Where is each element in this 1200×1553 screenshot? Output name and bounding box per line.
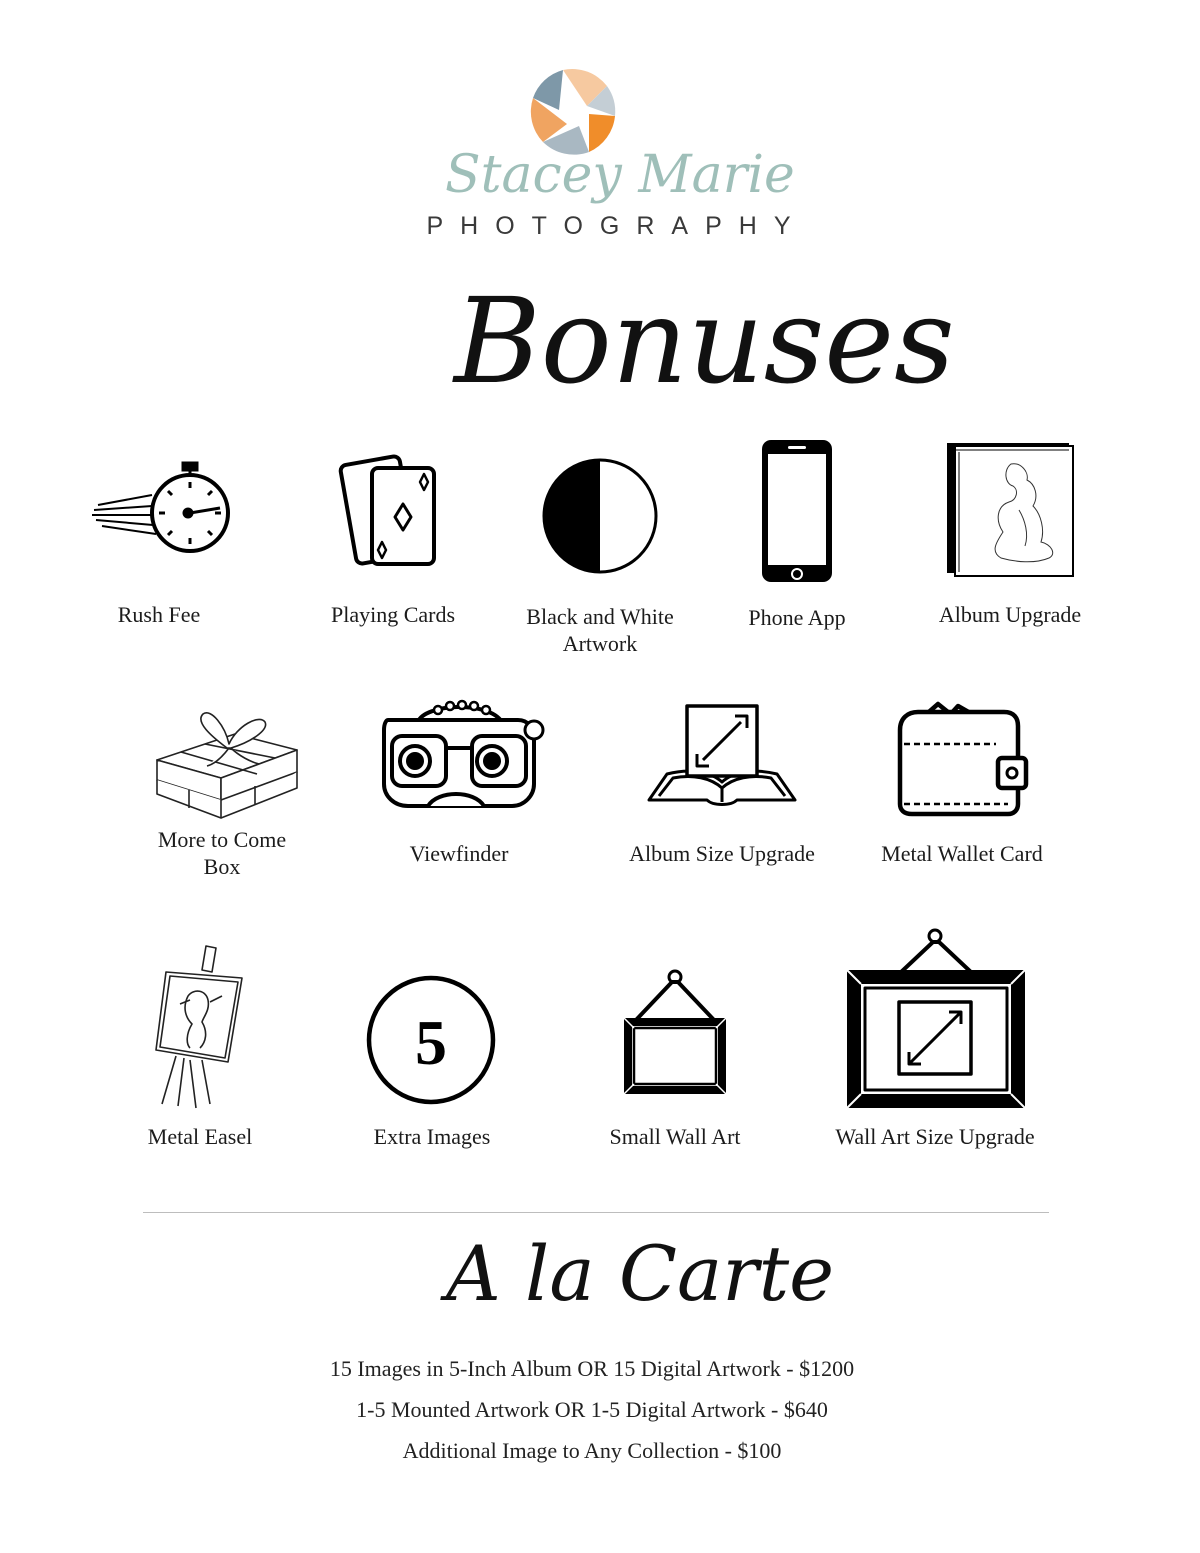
label-playing-cards: Playing Cards [330, 602, 456, 627]
bonus-item-wall-art-size-upgrade [845, 926, 1027, 1110]
logo-script-name: Stacey Marie [445, 145, 795, 205]
bonus-item-metal-wallet-card [896, 700, 1030, 818]
album-book-icon [945, 440, 1077, 580]
label-wall-art-size-upgrade: Wall Art Size Upgrade [835, 1124, 1035, 1149]
bonus-item-playing-cards [340, 452, 450, 572]
hanging-frame-resize-icon [845, 926, 1027, 1110]
label-album-upgrade: Album Upgrade [938, 602, 1082, 627]
label-more-to-come-line2: Box [203, 854, 241, 879]
section-divider [143, 1212, 1049, 1213]
label-small-wall-art: Small Wall Art [609, 1124, 741, 1149]
bonus-item-more-to-come [155, 708, 300, 820]
label-rush-fee: Rush Fee [117, 602, 201, 627]
bonus-item-extra-images [366, 975, 498, 1107]
label-extra-images: Extra Images [373, 1124, 491, 1149]
number-five-circle-icon [366, 975, 498, 1107]
bonus-item-rush-fee [90, 460, 235, 560]
label-black-white-line2: Artwork [562, 631, 638, 656]
viewfinder-icon [378, 696, 548, 810]
bonus-item-black-white [540, 458, 660, 578]
label-black-white-line1: Black and White [526, 604, 674, 629]
bonus-item-viewfinder [378, 696, 548, 810]
stopwatch-icon [90, 460, 235, 560]
pricing-line-1: 15 Images in 5-Inch Album OR 15 Digital Artwork - $1200 [329, 1356, 855, 1381]
bonus-item-metal-easel [152, 944, 250, 1108]
wallet-icon [896, 700, 1030, 818]
open-book-resize-icon [645, 702, 800, 808]
label-viewfinder: Viewfinder [409, 841, 509, 866]
playing-cards-icon [340, 452, 450, 572]
pricing-line-2: 1-5 Mounted Artwork OR 1-5 Digital Artwork - $640 [356, 1397, 828, 1422]
gift-box-icon [155, 708, 300, 820]
smartphone-icon [760, 438, 834, 586]
bonus-item-album-upgrade [945, 440, 1077, 580]
camera-aperture-logo-icon [440, 62, 800, 212]
half-circle-icon [540, 458, 660, 578]
label-metal-easel: Metal Easel [147, 1124, 253, 1149]
label-more-to-come [158, 826, 286, 880]
pricing-line-3: Additional Image to Any Collection - $100 [402, 1438, 782, 1463]
bonus-item-small-wall-art [620, 968, 730, 1098]
bonus-item-phone-app [760, 438, 834, 586]
extra-images-badge: 5 [415, 1007, 447, 1078]
logo [440, 62, 800, 212]
pricing-list [0, 1348, 1184, 1471]
label-phone-app: Phone App [748, 605, 846, 630]
label-metal-wallet-card: Metal Wallet Card [881, 841, 1043, 866]
label-more-to-come-line1: More to Come [157, 827, 287, 852]
label-black-white [526, 603, 673, 657]
logo-subtitle: PHOTOGRAPHY [426, 212, 808, 240]
ala-carte-title-text: A la Carte [446, 1229, 835, 1318]
easel-icon [152, 944, 250, 1108]
bonus-item-album-size-upgrade [645, 702, 800, 808]
bonuses-title [440, 262, 955, 422]
hanging-frame-icon [620, 968, 730, 1098]
bonuses-title-text: Bonuses [454, 272, 955, 410]
ala-carte-title [436, 1220, 835, 1330]
label-album-size-upgrade: Album Size Upgrade [629, 841, 815, 866]
